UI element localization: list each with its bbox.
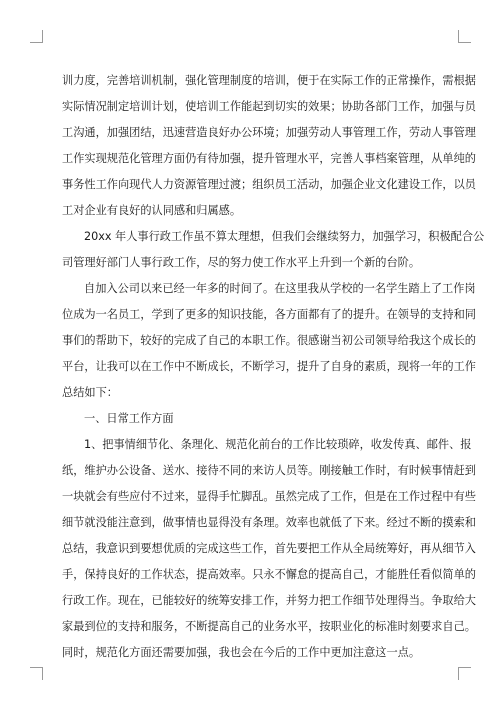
paragraph (62, 68, 476, 224)
text-line: 家最到位的支持和服务，不断提高自己的业务水平，按职业化的标准时刻要求自己。 (62, 620, 476, 633)
text-line: 总结，我意识到要想优质的完成这些工作，首先要把工作从全局统筹好，再从细节入 (62, 542, 476, 555)
text-line: 手，保持良好的工作状态，提高效率。只永不懈怠的提高自己，才能胜任看似简单的 (62, 568, 476, 581)
text-line: 司管理好部门人事行政工作，尽的努力使工作水平上升到一个新的台阶。 (62, 256, 421, 269)
text-line: 工沟通，加强团结，迅速营造良好办公环境；加强劳动人事管理工作，劳动人事管理 (62, 126, 476, 139)
paragraph (62, 224, 485, 276)
text-line: 自加入公司以来已经一年多的时间了。在这里我从学校的一名学生踏上了工作岗 (84, 282, 476, 295)
text-line: 实际情况制定培训计划，使培训工作能起到切实的效果；协助各部门工作，加强与员 (62, 100, 476, 113)
text-line: 一、日常工作方面 (84, 412, 174, 425)
text-line: 总结如下： (62, 386, 118, 399)
text-line: 纸，维护办公设备、送水、接待不同的来访人员等。刚接触工作时，有时候事情赶到 (62, 464, 476, 477)
text-line: 平台，让我可以在工作中不断成长，不断学习，提升了自身的素质，现将一年的工作 (62, 360, 476, 373)
text-line: 事们的帮助下，较好的完成了自己的本职工作。很感谢当初公司领导给我这个成长的 (62, 334, 476, 347)
text-line: 事务性工作向现代人力资源管理过渡；组织员工活动，加强企业文化建设工作，以员 (62, 178, 476, 191)
crop-mark-top-right (458, 30, 471, 43)
text-line: 细节就没能注意到，做事情也显得没有条理。效率也就低了下来。经过不断的摸索和 (62, 516, 476, 529)
text-line: 工对企业有良好的认同感和归属感。 (62, 204, 242, 217)
text-line: 工作实现规范化管理方面仍有待加强，提升管理水平，完善人事档案管理，从单纯的 (62, 152, 476, 165)
crop-mark-bottom-left (30, 667, 43, 680)
text-line: 1、把事情细节化、条理化、规范化前台的工作比较琐碎，收发传真、邮件、报 (84, 438, 472, 451)
paragraph (62, 276, 476, 406)
paragraph (62, 406, 442, 432)
document-body (62, 68, 485, 666)
text-line: 位成为一名员工，学到了更多的知识技能，各方面都有了的提升。在领导的支持和同 (62, 308, 476, 321)
crop-mark-bottom-right (458, 667, 471, 680)
crop-mark-top-left (30, 30, 43, 43)
paragraph (62, 432, 476, 666)
text-line: 行政工作。现在，已能较好的统筹安排工作，并努力把工作细节处理得当。争取给大 (62, 594, 476, 607)
text-line: 20xx 年人事行政工作虽不算太理想，但我们会继续努力，加强学习，积极配合公 (84, 230, 485, 243)
text-line: 训力度，完善培训机制，强化管理制度的培训，便于在实际工作的正常操作，需根据 (62, 74, 476, 87)
text-line: 同时，规范化方面还需要加强，我也会在今后的工作中更加注意这一点。 (62, 646, 421, 659)
text-line: 一块就会有些应付不过来，显得手忙脚乱。虽然完成了工作，但是在工作过程中有些 (62, 490, 476, 503)
